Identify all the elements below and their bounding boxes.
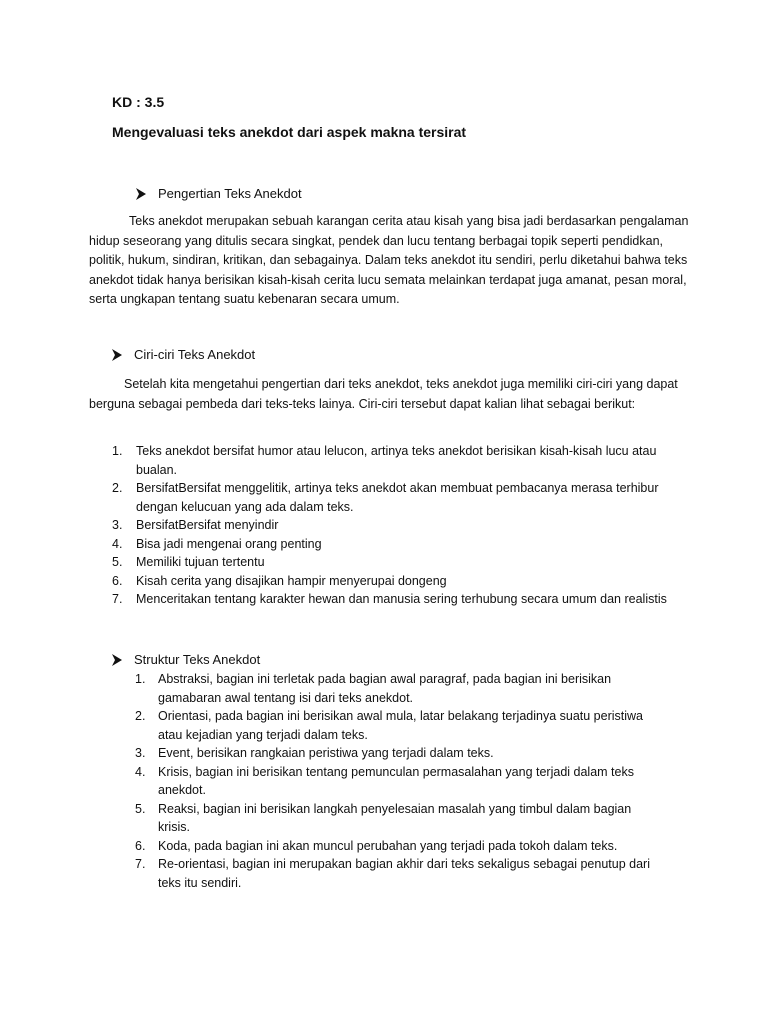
section-heading-ciri — [112, 347, 255, 362]
ciri-list — [112, 442, 682, 609]
section-heading-text: Pengertian Teks Anekdot — [158, 186, 302, 201]
kd-label: KD : 3.5 — [112, 94, 165, 110]
section-heading-text: Struktur Teks Anekdot — [134, 652, 261, 667]
list-item: 4. Bisa jadi mengenai orang penting — [112, 536, 322, 551]
arrowhead-bullet-icon — [136, 188, 146, 200]
paragraph-ciri: Setelah kita mengetahui pengertian dari teks anekdot, teks anekdot juga memiliki ciri-ciri yang dapat berguna sebagai pembeda dari teks-teks lainya. Ciri-ciri tersebut dapat kalian lihat sebagai berikut: — [89, 377, 678, 411]
list-item: 1. Abstraksi, bagian ini terletak pada bagian awal paragraf, pada bagian ini berisikan gamabaran awal tentang isi dari teks anekdot. — [135, 672, 612, 705]
section-heading-struktur — [112, 652, 260, 667]
list-item: 5. Memiliki tujuan tertentu — [112, 555, 265, 569]
arrowhead-bullet-icon — [112, 654, 122, 666]
list-item: 7. Re-orientasi, bagian ini merupakan bagian akhir dari teks sekaligus sebagai penutup dari teks itu sendiri. — [135, 857, 650, 890]
list-item: 5. Reaksi, bagian ini berisikan langkah penyelesaian masalah yang timbul dalam bagian krisis. — [135, 801, 632, 834]
list-item: 2. BersifatBersifat menggelitik, artinya teks anekdot akan membuat pembacanya merasa terhibur dengan kelucuan yang ada dalam teks. — [112, 481, 659, 514]
list-item: 3. Event, berisikan rangkaian peristiwa yang terjadi dalam teks. — [135, 746, 494, 760]
list-item: 4. Krisis, bagian ini berisikan tentang pemunculan permasalahan yang terjadi dalam teks anekdot. — [135, 764, 634, 797]
paragraph-pengertian: Teks anekdot merupakan sebuah karangan cerita atau kisah yang bisa jadi berdasarkan pengalaman hidup seseorang yang ditulis secara singkat, pendek dan lucu tentang berbagai topik seperti pendidkan, politik, hukum, sindiran, kritikan, dan sebagainya. Dalam teks anekdot itu sendiri, perlu diketahui bahwa teks anekdot tidak hanya berisikan kisah-kisah cerita lucu semata melainkan terdapat juga amanat, pesan moral, serta ungkapan tentang suatu kebenaran secara umum. — [89, 214, 689, 306]
list-item: 3. BersifatBersifat menyindir — [112, 518, 279, 532]
arrowhead-bullet-icon — [112, 349, 122, 361]
document-title: Mengevaluasi teks anekdot dari aspek makna tersirat — [112, 124, 467, 140]
section-heading-pengertian — [136, 186, 302, 201]
list-item: 2. Orientasi, pada bagian ini berisikan awal mula, latar belakang terjadinya suatu peristiwa atau kejadian yang terjadi dalam teks. — [135, 709, 643, 742]
struktur-list — [135, 670, 665, 892]
section-heading-text: Ciri-ciri Teks Anekdot — [134, 347, 256, 362]
list-item: 6. Koda, pada bagian ini akan muncul perubahan yang terjadi pada tokoh dalam teks. — [135, 838, 618, 853]
list-item: 7. Menceritakan tentang karakter hewan dan manusia sering terhubung secara umum dan realistis — [112, 592, 667, 606]
list-item: 6. Kisah cerita yang disajikan hampir menyerupai dongeng — [112, 573, 447, 588]
list-item: 1. Teks anekdot bersifat humor atau lelucon, artinya teks anekdot berisikan kisah-kisah lucu atau bualan. — [112, 444, 657, 477]
